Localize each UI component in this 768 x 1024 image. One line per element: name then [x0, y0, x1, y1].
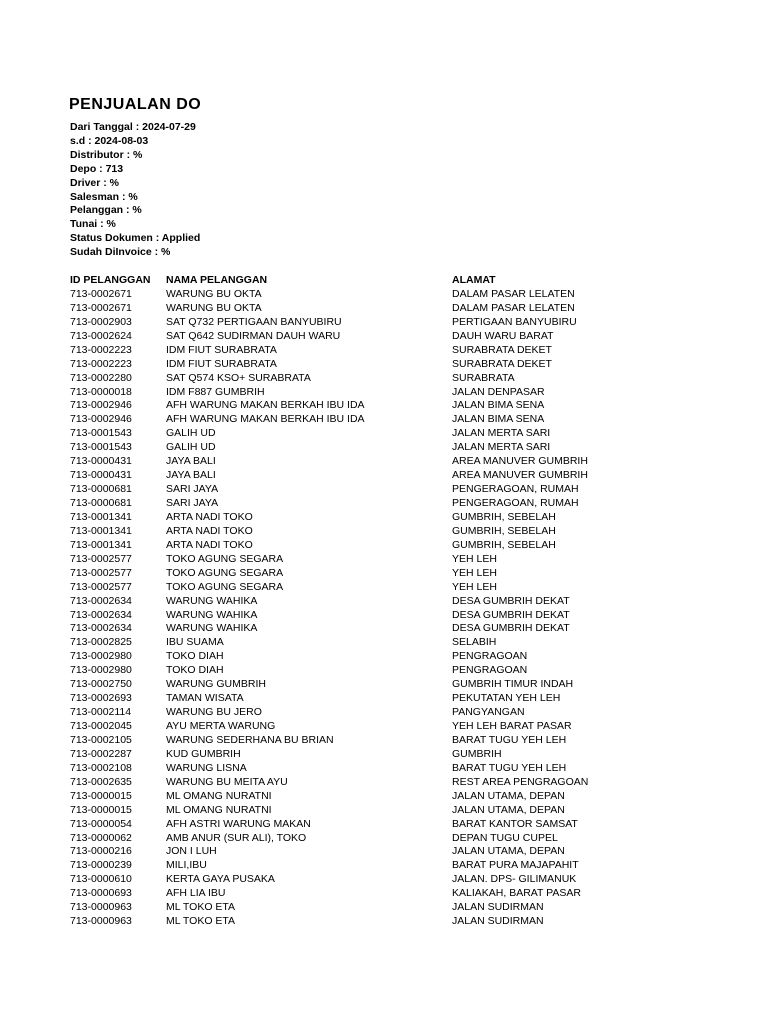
cell-nama-pelanggan: AFH WARUNG MAKAN BERKAH IBU IDA	[166, 413, 365, 426]
cell-nama-pelanggan: ML OMANG NURATNI	[166, 789, 272, 802]
table-row	[70, 803, 565, 818]
cell-alamat: REST AREA PENGRAGOAN	[452, 775, 589, 788]
cell-alamat: BARAT TUGU YEH LEH	[452, 733, 567, 746]
cell-nama-pelanggan: KUD GUMBRIH	[166, 747, 241, 760]
cell-id-pelanggan: 713-0000431	[70, 469, 132, 482]
cell-nama-pelanggan: TOKO AGUNG SEGARA	[166, 566, 284, 579]
cell-id-pelanggan: 713-0000431	[70, 455, 132, 468]
cell-id-pelanggan: 713-0002634	[70, 622, 132, 635]
cell-nama-pelanggan: TOKO AGUNG SEGARA	[166, 552, 284, 565]
table-row	[70, 650, 546, 664]
cell-id-pelanggan: 713-0001543	[70, 427, 132, 440]
cell-id-pelanggan: 713-0001543	[70, 441, 132, 454]
cell-nama-pelanggan: IDM FIUT SURABRATA	[166, 357, 277, 370]
table-row	[70, 399, 546, 413]
cell-id-pelanggan: 713-0002634	[70, 594, 132, 607]
table-header	[70, 274, 546, 288]
cell-nama-pelanggan: JAYA BALI	[166, 455, 216, 468]
table-row	[70, 510, 556, 525]
header-alamat: ALAMAT	[452, 274, 496, 286]
table-row	[70, 538, 556, 553]
cell-nama-pelanggan: WARUNG WAHIKA	[166, 608, 258, 621]
cell-alamat: YEH LEH BARAT PASAR	[452, 720, 572, 732]
cell-id-pelanggan: 713-0000610	[70, 873, 132, 886]
table-row	[70, 915, 546, 929]
table-row	[70, 315, 577, 330]
table-row	[70, 636, 546, 650]
table-row	[70, 386, 546, 400]
cell-nama-pelanggan: GALIH UD	[166, 427, 216, 440]
cell-alamat: BARAT KANTOR SAMSAT	[452, 817, 578, 830]
cell-id-pelanggan: 713-0002634	[70, 608, 132, 621]
report-title-clip	[69, 93, 229, 113]
table-row	[70, 831, 558, 846]
cell-nama-pelanggan: SARI JAYA	[166, 497, 219, 509]
cell-id-pelanggan: 713-0000018	[70, 385, 132, 398]
table-row	[70, 775, 589, 790]
filter-line: Depo : 713	[70, 162, 124, 175]
cell-id-pelanggan: 713-0002671	[70, 287, 132, 300]
cell-id-pelanggan: 713-0002825	[70, 636, 132, 649]
filter-line: Distributor : %	[70, 148, 143, 161]
table-row	[70, 483, 579, 497]
cell-id-pelanggan: 713-0002223	[70, 343, 132, 356]
cell-alamat: SURABRATA	[452, 371, 515, 384]
table-row	[70, 733, 567, 748]
cell-nama-pelanggan: ARTA NADI TOKO	[166, 510, 253, 523]
table-row	[70, 427, 551, 441]
cell-id-pelanggan: 713-0002577	[70, 580, 132, 593]
table-row	[70, 594, 570, 609]
cell-id-pelanggan: 713-0000963	[70, 901, 132, 914]
cell-id-pelanggan: 713-0000681	[70, 483, 132, 496]
cell-id-pelanggan: 713-0002946	[70, 413, 132, 426]
cell-alamat: DEPAN TUGU CUPEL	[452, 831, 558, 844]
table-row	[70, 553, 546, 567]
cell-id-pelanggan: 713-0000216	[70, 845, 132, 858]
cell-id-pelanggan: 713-0002114	[70, 706, 132, 719]
cell-alamat: JALAN SUDIRMAN	[452, 901, 544, 914]
cell-nama-pelanggan: ARTA NADI TOKO	[166, 524, 253, 537]
cell-nama-pelanggan: TOKO AGUNG SEGARA	[166, 580, 284, 593]
table-row	[70, 581, 546, 595]
cell-alamat: DESA GUMBRIH DEKAT	[452, 594, 570, 607]
cell-alamat: AREA MANUVER GUMBRIH	[452, 469, 588, 482]
table-row	[70, 469, 588, 483]
filter-line: Sudah DiInvoice : %	[70, 246, 171, 259]
cell-nama-pelanggan: TOKO DIAH	[166, 664, 224, 677]
cell-id-pelanggan: 713-0000015	[70, 789, 132, 802]
cell-alamat: JALAN BIMA SENA	[452, 399, 545, 412]
sales-table	[70, 274, 589, 929]
cell-id-pelanggan: 713-0002287	[70, 747, 132, 760]
cell-id-pelanggan: 713-0001341	[70, 538, 132, 551]
cell-alamat: PEKUTATAN YEH LEH	[452, 692, 561, 705]
table-row	[70, 664, 546, 678]
cell-alamat: BARAT TUGU YEH LEH	[452, 761, 567, 774]
table-row	[70, 301, 575, 316]
cell-id-pelanggan: 713-0002903	[70, 315, 132, 328]
filter-line: Tunai : %	[70, 218, 116, 231]
cell-alamat: JALAN MERTA SARI	[452, 427, 551, 440]
cell-nama-pelanggan: SAT Q642 SUDIRMAN DAUH WARU	[166, 329, 341, 342]
cell-nama-pelanggan: ML OMANG NURATNI	[166, 803, 272, 816]
cell-alamat: DAUH WARU BARAT	[452, 329, 554, 342]
cell-id-pelanggan: 713-0002635	[70, 775, 132, 788]
cell-alamat: JALAN. DPS- GILIMANUK	[452, 873, 577, 886]
report-title: PENJUALAN DO	[69, 96, 202, 113]
cell-id-pelanggan: 713-0000681	[70, 497, 132, 509]
cell-id-pelanggan: 713-0000693	[70, 887, 132, 900]
cell-id-pelanggan: 713-0002980	[70, 650, 132, 663]
cell-nama-pelanggan: TOKO DIAH	[166, 650, 224, 663]
table-row	[70, 413, 546, 427]
cell-id-pelanggan: 713-0002693	[70, 692, 132, 705]
cell-alamat: GUMBRIH, SEBELAH	[452, 510, 556, 523]
cell-id-pelanggan: 713-0001341	[70, 524, 132, 537]
cell-alamat: PENGERAGOAN, RUMAH	[452, 497, 579, 509]
cell-id-pelanggan: 713-0000015	[70, 803, 132, 816]
cell-id-pelanggan: 713-0000239	[70, 859, 132, 872]
table-row	[70, 287, 575, 302]
table-row	[70, 497, 579, 511]
cell-id-pelanggan: 713-0000062	[70, 831, 132, 844]
cell-alamat: JALAN UTAMA, DEPAN	[452, 789, 565, 802]
cell-nama-pelanggan: SAT Q732 PERTIGAAN BANYUBIRU	[166, 315, 342, 328]
table-row	[70, 567, 546, 581]
cell-nama-pelanggan: GALIH UD	[166, 441, 216, 454]
cell-nama-pelanggan: WARUNG GUMBRIH	[166, 678, 266, 691]
cell-alamat: PENGERAGOAN, RUMAH	[452, 483, 579, 496]
cell-nama-pelanggan: WARUNG BU MEITA AYU	[166, 775, 288, 788]
cell-nama-pelanggan: WARUNG SEDERHANA BU BRIAN	[166, 733, 334, 746]
table-row	[70, 901, 546, 915]
cell-id-pelanggan: 713-0002105	[70, 733, 132, 746]
filter-summary	[70, 121, 200, 260]
cell-nama-pelanggan: AFH WARUNG MAKAN BERKAH IBU IDA	[166, 399, 365, 412]
cell-nama-pelanggan: WARUNG WAHIKA	[166, 594, 258, 607]
table-row	[70, 761, 567, 776]
table-body	[70, 287, 589, 929]
cell-nama-pelanggan: ML TOKO ETA	[166, 901, 236, 914]
cell-nama-pelanggan: WARUNG BU OKTA	[166, 301, 262, 314]
table-row	[70, 720, 572, 734]
filter-line: Driver : %	[70, 176, 120, 189]
table-row	[70, 455, 588, 469]
cell-alamat: SELABIH	[452, 636, 497, 649]
cell-id-pelanggan: 713-0002946	[70, 399, 132, 412]
cell-nama-pelanggan: SAT Q574 KSO+ SURABRATA	[166, 371, 311, 384]
cell-id-pelanggan: 713-0000963	[70, 915, 132, 928]
filter-line: s.d : 2024-08-03	[70, 134, 149, 147]
cell-nama-pelanggan: WARUNG BU JERO	[166, 706, 262, 719]
cell-alamat: PENGRAGOAN	[452, 650, 528, 663]
table-row	[70, 329, 554, 344]
cell-alamat: DALAM PASAR LELATEN	[452, 301, 575, 314]
table-row	[70, 343, 552, 358]
table-row	[70, 817, 578, 832]
table-row	[70, 357, 552, 372]
cell-alamat: BARAT PURA MAJAPAHIT	[452, 859, 579, 872]
filter-line: Salesman : %	[70, 190, 138, 203]
cell-id-pelanggan: 713-0002577	[70, 552, 132, 565]
cell-nama-pelanggan: IBU SUAMA	[166, 636, 224, 649]
cell-id-pelanggan: 713-0002577	[70, 566, 132, 579]
cell-id-pelanggan: 713-0002108	[70, 761, 132, 774]
cell-alamat: PANGYANGAN	[452, 706, 525, 719]
cell-alamat: SURABRATA DEKET	[452, 357, 552, 370]
cell-nama-pelanggan: KERTA GAYA PUSAKA	[166, 873, 275, 886]
table-row	[70, 789, 565, 804]
cell-nama-pelanggan: JON I LUH	[166, 845, 217, 858]
filter-line: Dari Tanggal : 2024-07-29	[70, 121, 196, 133]
cell-id-pelanggan: 713-0002045	[70, 720, 132, 732]
cell-id-pelanggan: 713-0000054	[70, 817, 132, 830]
table-row	[70, 859, 579, 873]
cell-nama-pelanggan: SARI JAYA	[166, 483, 219, 496]
cell-nama-pelanggan: ARTA NADI TOKO	[166, 538, 253, 551]
cell-alamat: PERTIGAAN BANYUBIRU	[452, 315, 577, 328]
cell-alamat: JALAN UTAMA, DEPAN	[452, 803, 565, 816]
cell-alamat: DESA GUMBRIH DEKAT	[452, 622, 570, 635]
table-row	[70, 887, 581, 901]
cell-alamat: YEH LEH	[452, 566, 497, 579]
cell-alamat: PENGRAGOAN	[452, 664, 528, 677]
cell-id-pelanggan: 713-0002980	[70, 664, 132, 677]
filter-line: Status Dokumen : Applied	[70, 232, 201, 245]
cell-nama-pelanggan: AYU MERTA WARUNG	[166, 720, 276, 732]
table-row	[70, 692, 561, 706]
cell-alamat: SURABRATA DEKET	[452, 343, 552, 356]
filter-line: Pelanggan : %	[70, 204, 142, 217]
cell-alamat: DESA GUMBRIH DEKAT	[452, 608, 570, 621]
header-nama-pelanggan: NAMA PELANGGAN	[166, 274, 268, 286]
cell-alamat: JALAN BIMA SENA	[452, 413, 545, 426]
cell-nama-pelanggan: WARUNG BU OKTA	[166, 287, 262, 300]
cell-alamat: YEH LEH	[452, 552, 497, 565]
header-id-pelanggan: ID PELANGGAN	[70, 274, 151, 286]
cell-nama-pelanggan: TAMAN WISATA	[166, 692, 244, 705]
table-row	[70, 748, 546, 762]
cell-nama-pelanggan: IDM FIUT SURABRATA	[166, 343, 277, 356]
cell-alamat: GUMBRIH	[452, 747, 502, 760]
table-row	[70, 873, 577, 887]
cell-nama-pelanggan: JAYA BALI	[166, 469, 216, 482]
cell-alamat: JALAN MERTA SARI	[452, 441, 551, 454]
cell-alamat: GUMBRIH, SEBELAH	[452, 538, 556, 551]
cell-alamat: GUMBRIH TIMUR INDAH	[452, 678, 574, 691]
cell-nama-pelanggan: WARUNG LISNA	[166, 761, 247, 774]
cell-alamat: YEH LEH	[452, 580, 497, 593]
table-row	[70, 608, 570, 623]
cell-id-pelanggan: 713-0002624	[70, 329, 132, 342]
cell-nama-pelanggan: AFH LIA IBU	[166, 887, 226, 900]
cell-alamat: AREA MANUVER GUMBRIH	[452, 455, 588, 468]
cell-alamat: JALAN DENPASAR	[452, 385, 545, 398]
cell-nama-pelanggan: WARUNG WAHIKA	[166, 622, 258, 635]
table-row	[70, 845, 565, 859]
cell-id-pelanggan: 713-0002750	[70, 678, 132, 691]
table-row	[70, 706, 546, 720]
cell-id-pelanggan: 713-0001341	[70, 510, 132, 523]
table-row	[70, 441, 551, 455]
cell-alamat: JALAN UTAMA, DEPAN	[452, 845, 565, 858]
cell-alamat: KALIAKAH, BARAT PASAR	[452, 887, 581, 900]
cell-nama-pelanggan: ML TOKO ETA	[166, 915, 236, 928]
table-row	[70, 372, 546, 386]
table-row	[70, 622, 570, 636]
cell-nama-pelanggan: AMB ANUR (SUR ALI), TOKO	[166, 831, 307, 844]
table-row	[70, 678, 574, 692]
cell-nama-pelanggan: MILI,IBU	[166, 859, 207, 872]
cell-alamat: JALAN SUDIRMAN	[452, 915, 544, 928]
cell-id-pelanggan: 713-0002280	[70, 371, 132, 384]
cell-id-pelanggan: 713-0002671	[70, 301, 132, 314]
cell-alamat: DALAM PASAR LELATEN	[452, 287, 575, 300]
cell-alamat: GUMBRIH, SEBELAH	[452, 524, 556, 537]
table-row	[70, 524, 556, 539]
cell-nama-pelanggan: IDM F887 GUMBRIH	[166, 385, 265, 398]
cell-nama-pelanggan: AFH ASTRI WARUNG MAKAN	[166, 817, 311, 830]
cell-id-pelanggan: 713-0002223	[70, 357, 132, 370]
